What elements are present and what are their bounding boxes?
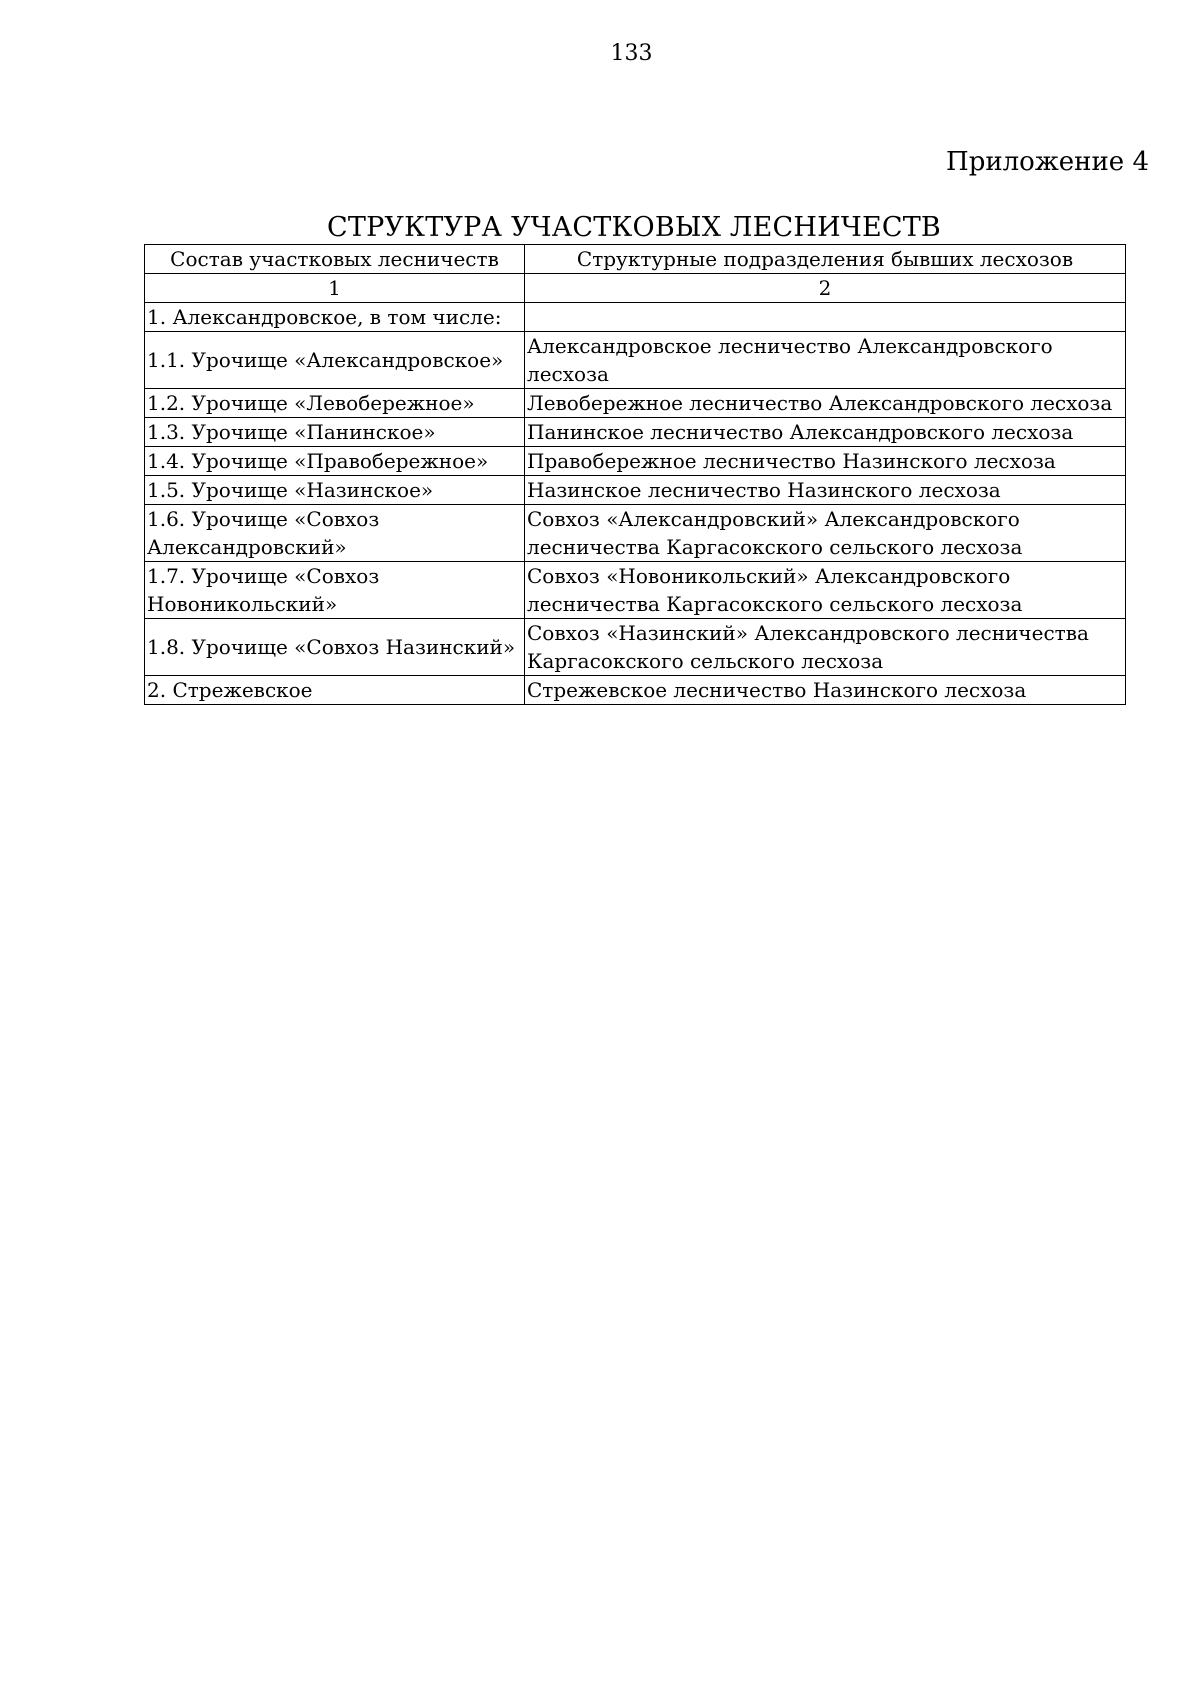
table-cell-subdivision: Правобережное лесничество Назинского лесхоза (525, 447, 1126, 476)
table-cell-composition: 1.4. Урочище «Правобережное» (145, 447, 525, 476)
table-cell-composition: 1.1. Урочище «Александровское» (145, 332, 525, 389)
table-row (145, 676, 1126, 705)
table-row (145, 619, 1126, 676)
table-cell-composition: 1.7. Урочище «Совхоз Новоникольский» (145, 562, 525, 619)
table-row (145, 505, 1126, 562)
column-number-1: 1 (145, 274, 525, 303)
table-cell-subdivision: Левобережное лесничество Александровского лесхоза (525, 389, 1126, 418)
forestry-structure-table (144, 244, 1126, 705)
table-row (145, 332, 1126, 389)
table-cell-composition: 2. Стрежевское (145, 676, 525, 705)
column-header-composition: Состав участковых лесничеств (145, 245, 525, 274)
table-cell-subdivision: Совхоз «Назинский» Александровского лесничества Каргасокского сельского лесхоза (525, 619, 1126, 676)
table-row (145, 303, 1126, 332)
table-row (145, 562, 1126, 619)
table-cell-subdivision: Александровское лесничество Александровского лесхоза (525, 332, 1126, 389)
table-cell-subdivision: Назинское лесничество Назинского лесхоза (525, 476, 1126, 505)
table-cell-subdivision: Совхоз «Новоникольский» Александровского лесничества Каргасокского сельского лесхоза (525, 562, 1126, 619)
table-cell-composition: 1.2. Урочище «Левобережное» (145, 389, 525, 418)
table-cell-composition: 1.8. Урочище «Совхоз Назинский» (145, 619, 525, 676)
table-cell-composition: 1.6. Урочище «Совхоз Александровский» (145, 505, 525, 562)
table-row (145, 447, 1126, 476)
table-cell-composition: 1.3. Урочище «Панинское» (145, 418, 525, 447)
table-cell-composition: 1. Александровское, в том числе: (145, 303, 525, 332)
column-number-row (145, 274, 1126, 303)
document-title: СТРУКТУРА УЧАСТКОВЫХ ЛЕСНИЧЕСТВ (327, 212, 941, 243)
column-number-2: 2 (525, 274, 1126, 303)
page-number: 133 (610, 41, 653, 66)
table-row (145, 389, 1126, 418)
table-cell-subdivision (525, 303, 1126, 332)
appendix-label: Приложение 4 (946, 147, 1149, 177)
table-header-row (145, 245, 1126, 274)
table-cell-composition: 1.5. Урочище «Назинское» (145, 476, 525, 505)
table-row (145, 418, 1126, 447)
table-cell-subdivision: Панинское лесничество Александровского лесхоза (525, 418, 1126, 447)
table-cell-subdivision: Совхоз «Александровский» Александровского лесничества Каргасокского сельского лесхоза (525, 505, 1126, 562)
column-header-subdivisions: Структурные подразделения бывших лесхозов (525, 245, 1126, 274)
table-cell-subdivision: Стрежевское лесничество Назинского лесхоза (525, 676, 1126, 705)
table-row (145, 476, 1126, 505)
